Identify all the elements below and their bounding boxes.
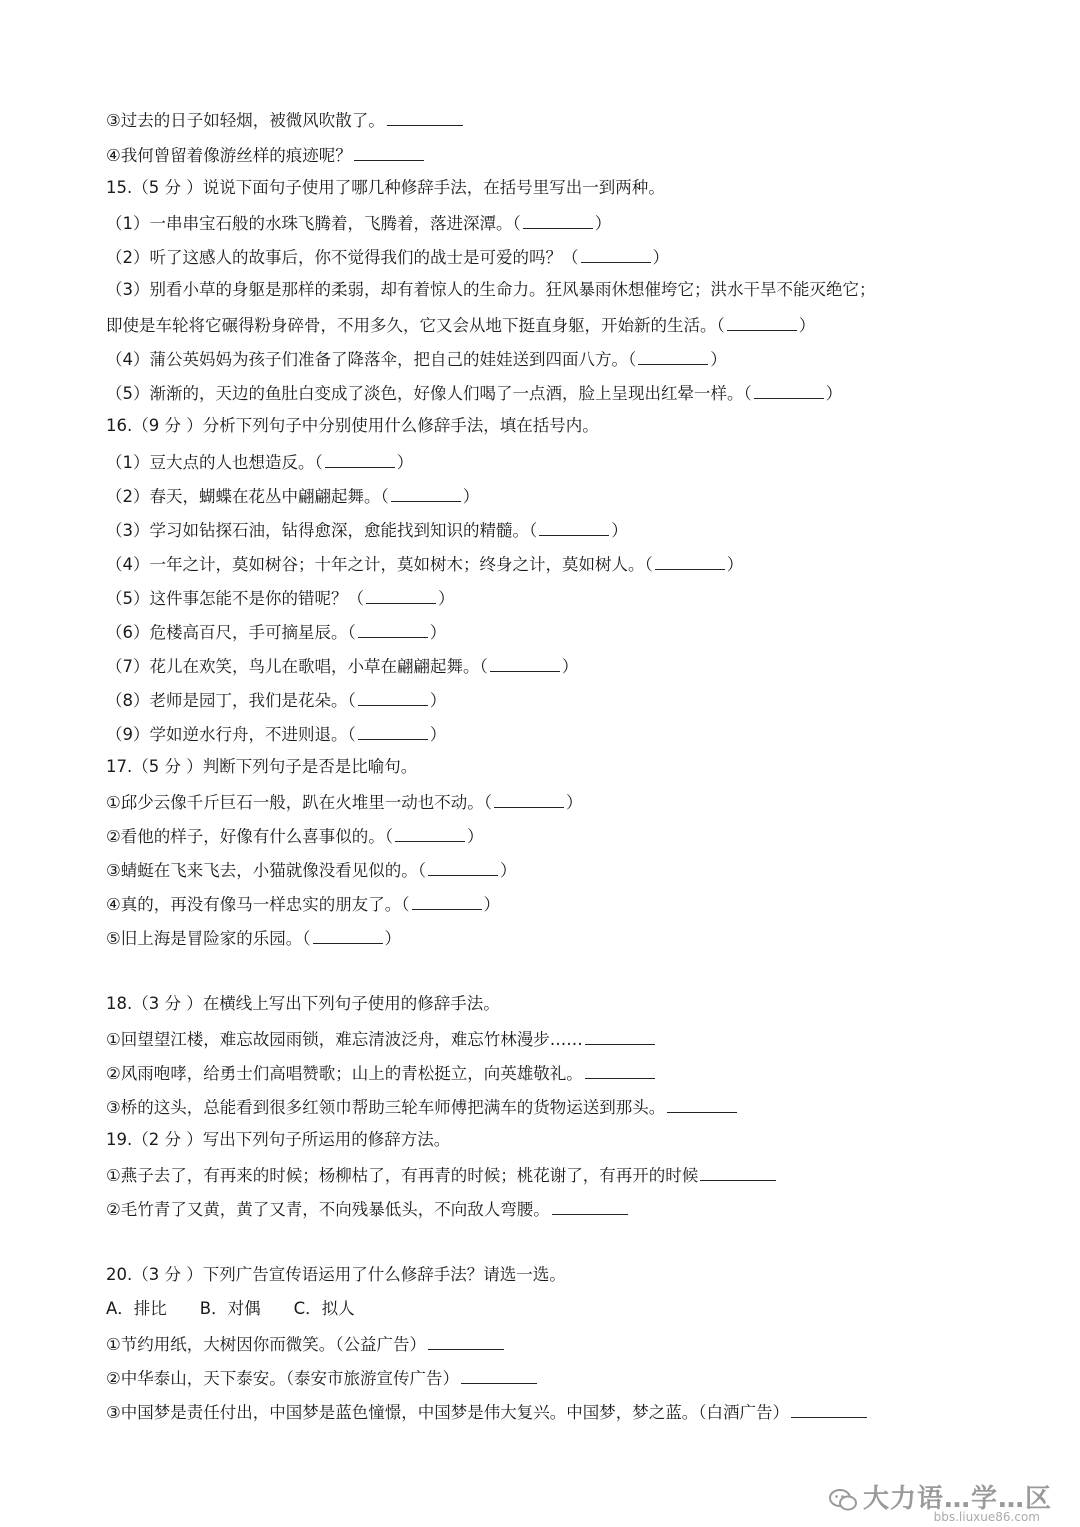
- sentence-line: ③桥的这头，总能看到很多红领巾帮助三轮车师傅把满车的货物运送到那头。: [106, 1094, 1040, 1120]
- sentence-line: （2）春天，蝴蝶在花丛中翩翩起舞。（ ）: [106, 483, 1040, 509]
- question-16-heading: 16.（9 分 ）分析下列句子中分别使用什么修辞手法，填在括号内。: [106, 416, 599, 435]
- sentence-line: （1）一串串宝石般的水珠飞腾着，飞腾着，落进深潭。（ ）: [106, 210, 1040, 236]
- answer-blank[interactable]: [325, 449, 395, 468]
- question-18-heading: 18.（3 分 ）在横线上写出下列句子使用的修辞手法。: [106, 994, 500, 1013]
- sentence-line: （5）这件事怎能不是你的错呢？（ ）: [106, 585, 1040, 611]
- watermark-text: 大力语…学…区: [862, 1484, 1052, 1514]
- question-15-heading: 15.（5 分 ）说说下面句子使用了哪几种修辞手法，在括号里写出一到两种。: [106, 178, 665, 197]
- answer-blank[interactable]: [754, 380, 824, 399]
- sentence-line: ①邱少云像千斤巨石一般，趴在火堆里一动也不动。（ ）: [106, 789, 1040, 815]
- sentence-line: ①燕子去了，有再来的时候；杨柳枯了，有再青的时候；桃花谢了，有再开的时候: [106, 1162, 1040, 1188]
- options-line: A．排比 B．对偶 C．拟人: [106, 1299, 355, 1318]
- sentence-line: ①回望望江楼，难忘故园雨锁，难忘清波泛舟，难忘竹林漫步……: [106, 1026, 1040, 1052]
- sentence-line: （5）渐渐的，天边的鱼肚白变成了淡色，好像人们喝了一点酒，脸上呈现出红晕一样。（ ）: [106, 380, 1040, 406]
- answer-blank[interactable]: [490, 653, 560, 672]
- answer-blank[interactable]: [700, 1162, 776, 1181]
- sentence-line: （3）学习如钻探石油，钻得愈深，愈能找到知识的精髓。（ ）: [106, 517, 1040, 543]
- answer-blank[interactable]: [727, 312, 797, 331]
- question-17-heading: 17.（5 分 ）判断下列句子是否是比喻句。: [106, 757, 418, 776]
- answer-blank[interactable]: [395, 823, 465, 842]
- answer-blank[interactable]: [523, 210, 593, 229]
- answer-blank[interactable]: [585, 1060, 655, 1079]
- answer-blank[interactable]: [539, 517, 609, 536]
- sentence-line: （6）危楼高百尺，手可摘星辰。（ ）: [106, 619, 1040, 645]
- sentence-line: ④我何曾留着像游丝样的痕迹呢？: [106, 142, 1040, 168]
- sentence-line: （4）蒲公英妈妈为孩子们准备了降落伞，把自己的娃娃送到四面八方。（ ）: [106, 346, 1040, 372]
- sentence-line: ②风雨咆哮，给勇士们高唱赞歌；山上的青松挺立，向英雄敬礼。: [106, 1060, 1040, 1086]
- answer-blank[interactable]: [428, 857, 498, 876]
- sentence-line: （4）一年之计，莫如树谷；十年之计，莫如树木；终身之计，莫如树人。（ ）: [106, 551, 1040, 577]
- answer-blank[interactable]: [358, 619, 428, 638]
- answer-blank[interactable]: [313, 925, 383, 944]
- sentence-line: 即使是车轮将它碾得粉身碎骨，不用多久，它又会从地下挺直身躯，开始新的生活。（ ）: [106, 312, 1040, 338]
- sentence-line: ⑤旧上海是冒险家的乐园。（ ）: [106, 925, 1040, 951]
- answer-blank[interactable]: [494, 789, 564, 808]
- answer-blank[interactable]: [366, 585, 436, 604]
- answer-blank[interactable]: [461, 1365, 537, 1384]
- wechat-icon: [829, 1489, 857, 1511]
- question-19-heading: 19.（2 分 ）写出下列句子所运用的修辞方法。: [106, 1130, 451, 1149]
- sentence-line: ①节约用纸，大树因你而微笑。（公益广告）: [106, 1331, 1040, 1357]
- answer-blank[interactable]: [791, 1399, 867, 1418]
- answer-blank[interactable]: [358, 687, 428, 706]
- sentence-line: （8）老师是园丁，我们是花朵。（ ）: [106, 687, 1040, 713]
- sentence-line: ②看他的样子，好像有什么喜事似的。（ ）: [106, 823, 1040, 849]
- answer-blank[interactable]: [585, 1026, 655, 1045]
- sentence-line: ③中国梦是责任付出，中国梦是蓝色憧憬，中国梦是伟大复兴。中国梦，梦之蓝。（白酒广告）: [106, 1399, 1040, 1425]
- sentence-line: （2）听了这感人的故事后，你不觉得我们的战士是可爱的吗？（ ）: [106, 244, 1040, 270]
- answer-blank[interactable]: [655, 551, 725, 570]
- answer-blank[interactable]: [354, 142, 424, 161]
- sentence-line: （9）学如逆水行舟，不进则退。（ ）: [106, 721, 1040, 747]
- sentence-line: ③蜻蜓在飞来飞去，小猫就像没看见似的。（ ）: [106, 857, 1040, 883]
- sentence-line: ②中华泰山，天下泰安。（泰安市旅游宣传广告）: [106, 1365, 1040, 1391]
- sentence-line: （1）豆大点的人也想造反。（ ）: [106, 449, 1040, 475]
- answer-blank[interactable]: [358, 721, 428, 740]
- answer-blank[interactable]: [667, 1094, 737, 1113]
- watermark-url: bbs.liuxue86.com: [933, 1510, 1040, 1524]
- answer-blank[interactable]: [552, 1196, 628, 1215]
- sentence-line: ③过去的日子如轻烟，被微风吹散了。: [106, 107, 1040, 133]
- answer-blank[interactable]: [391, 483, 461, 502]
- sentence-line: ②毛竹青了又黄，黄了又青，不向残暴低头，不向敌人弯腰。: [106, 1196, 1040, 1222]
- sentence-line: （3）别看小草的身躯是那样的柔弱，却有着惊人的生命力。狂风暴雨休想催垮它；洪水干旱不能灭绝它；: [106, 280, 876, 299]
- question-20-heading: 20.（3 分 ）下列广告宣传语运用了什么修辞手法？请选一选。: [106, 1265, 566, 1284]
- answer-blank[interactable]: [412, 891, 482, 910]
- answer-blank[interactable]: [387, 107, 463, 126]
- sentence-line: ④真的，再没有像马一样忠实的朋友了。（ ）: [106, 891, 1040, 917]
- answer-blank[interactable]: [428, 1331, 504, 1350]
- answer-blank[interactable]: [638, 346, 708, 365]
- answer-blank[interactable]: [581, 244, 651, 263]
- sentence-line: （7）花儿在欢笑，鸟儿在歌唱，小草在翩翩起舞。（ ）: [106, 653, 1040, 679]
